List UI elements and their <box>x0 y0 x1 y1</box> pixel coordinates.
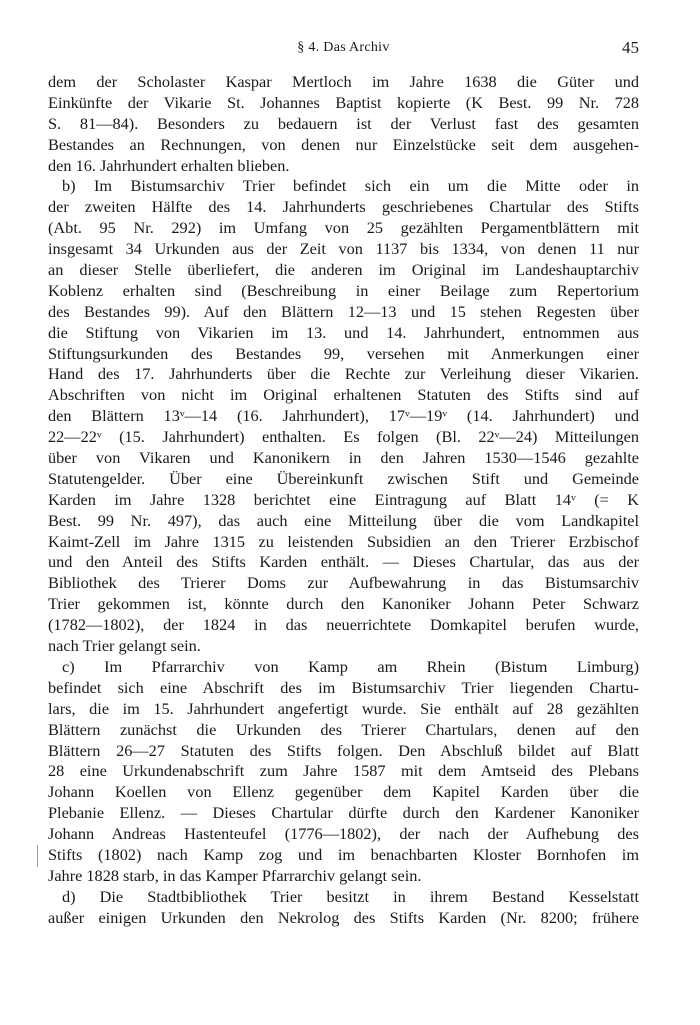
text-line: c) Im Pfarrarchiv von Kamp am Rhein (Bistum Limburg) <box>62 656 639 676</box>
text-line: insgesamt 34 Urkunden aus der Zeit von 1137 bis 1334, von denen 11 nur <box>48 239 639 259</box>
text-line: Karden im Jahre 1328 berichtet eine Eintragung auf Blatt 14ᵛ (= K <box>48 489 639 509</box>
margin-mark <box>37 845 38 867</box>
text-line: Trier gekommen ist, könnte durch den Kanoniker Johann Peter Schwarz <box>48 594 639 614</box>
text-line: Bestandes an Rechnungen, von denen nur Einzelstücke seit dem ausgehen- <box>48 134 639 154</box>
text-line: dem der Scholaster Kaspar Mertloch im Jahre 1638 die Güter und <box>48 72 639 91</box>
text-line: der zweiten Hälfte des 14. Jahrhunderts geschriebenes Chartular des Stifts <box>48 197 639 217</box>
text-line: Blättern 26—27 Statuten des Stifts folgen. Den Abschluß bildet auf Blatt <box>48 740 639 760</box>
text-line: den Blättern 13ᵛ—14 (16. Jahrhundert), 17ᵛ—19ᵛ (14. Jahrhundert) und <box>48 406 639 426</box>
text-line: des Bestandes 99). Auf den Blättern 12—13 und 15 stehen Regesten über <box>48 301 639 321</box>
text-line: und den Anteil des Stifts Karden enthält. — Dieses Chartular, das aus der <box>48 552 639 572</box>
text-line: Bibliothek des Trierer Doms zur Aufbewahrung in das Bistumsarchiv <box>48 573 639 593</box>
page-number: 45 <box>622 38 639 57</box>
text-line: (1782—1802), der 1824 in das neuerrichtete Domkapitel berufen wurde, <box>48 615 639 635</box>
text-line: an dieser Stelle überliefert, die anderen im Original im Landeshauptarchiv <box>48 260 639 280</box>
text-line: (Abt. 95 Nr. 292) im Umfang von 25 gezählten Pergamentblättern mit <box>48 218 639 238</box>
text-line: d) Die Stadtbibliothek Trier besitzt in ihrem Bestand Kesselstatt <box>62 886 639 906</box>
text-line: nach Trier gelangt sein. <box>48 636 201 656</box>
text-line: Stifts (1802) nach Kamp zog und im benachbarten Kloster Bornhofen im <box>48 844 639 864</box>
text-line: Johann Koellen von Ellenz gegenüber dem Kapitel Karden über die <box>48 782 639 802</box>
text-line: Koblenz erhalten sind (Beschreibung in einer Beilage zum Repertorium <box>48 280 639 300</box>
text-line: S. 81—84). Besonders zu bedauern ist der Verlust fast des gesamten <box>48 113 639 133</box>
text-line: Stiftungsurkunden des Bestandes 99, versehen mit Anmerkungen einer <box>48 343 639 363</box>
text-line: b) Im Bistumsarchiv Trier befindet sich ein um die Mitte oder in <box>62 176 639 196</box>
text-line: Kaimt-Zell im Jahre 1315 zu leistenden Subsidien an den Trierer Erzbischof <box>48 531 639 551</box>
text-line: befindet sich eine Abschrift des im Bistumsarchiv Trier liegenden Chartu- <box>48 677 639 697</box>
text-line: Johann Andreas Hastenteufel (1776—1802), der nach der Aufhebung des <box>48 824 639 844</box>
text-line: Jahre 1828 starb, in das Kamper Pfarrarchiv gelangt sein. <box>48 865 422 885</box>
text-line: 22—22ᵛ (15. Jahrhundert) enthalten. Es folgen (Bl. 22ᵛ—24) Mitteilungen <box>48 427 639 447</box>
text-line: außer einigen Urkunden den Nekrolog des Stifts Karden (Nr. 8200; frühere <box>48 907 639 927</box>
text-line: 28 eine Urkundenabschrift zum Jahre 1587 mit dem Amtseid des Plebans <box>48 761 639 781</box>
text-line: den 16. Jahrhundert erhalten blieben. <box>48 155 290 175</box>
text-line: Einkünfte der Vikarie St. Johannes Baptist kopierte (K Best. 99 Nr. 728 <box>48 92 639 112</box>
body-text <box>48 72 639 929</box>
text-line: Blättern zunächst die Urkunden des Trierer Chartulars, denen auf den <box>48 719 639 739</box>
text-line: über von Vikaren und Kanonikern in den Jahren 1530—1546 gezahlte <box>48 448 639 468</box>
text-line: die Stiftung von Vikarien im 13. und 14. Jahrhundert, entnommen aus <box>48 322 639 342</box>
running-title: § 4. Das Archiv <box>297 40 390 55</box>
text-line: Best. 99 Nr. 497), das auch eine Mitteilung über die vom Landkapitel <box>48 510 639 530</box>
text-line: Abschriften von nicht im Original erhaltenen Statuten des Stifts sind auf <box>48 385 639 405</box>
text-line: lars, die im 15. Jahrhundert angefertigt wurde. Sie enthält auf 28 gezählten <box>48 698 639 718</box>
running-header <box>48 38 639 60</box>
text-line: Hand des 17. Jahrhunderts über die Rechte zur Verleihung dieser Vikarien. <box>48 364 639 384</box>
text-line: Statutengelder. Über eine Übereinkunft zwischen Stift und Gemeinde <box>48 468 639 488</box>
text-line: Plebanie Ellenz. — Dieses Chartular dürfte durch den Kardener Kanoniker <box>48 803 639 823</box>
